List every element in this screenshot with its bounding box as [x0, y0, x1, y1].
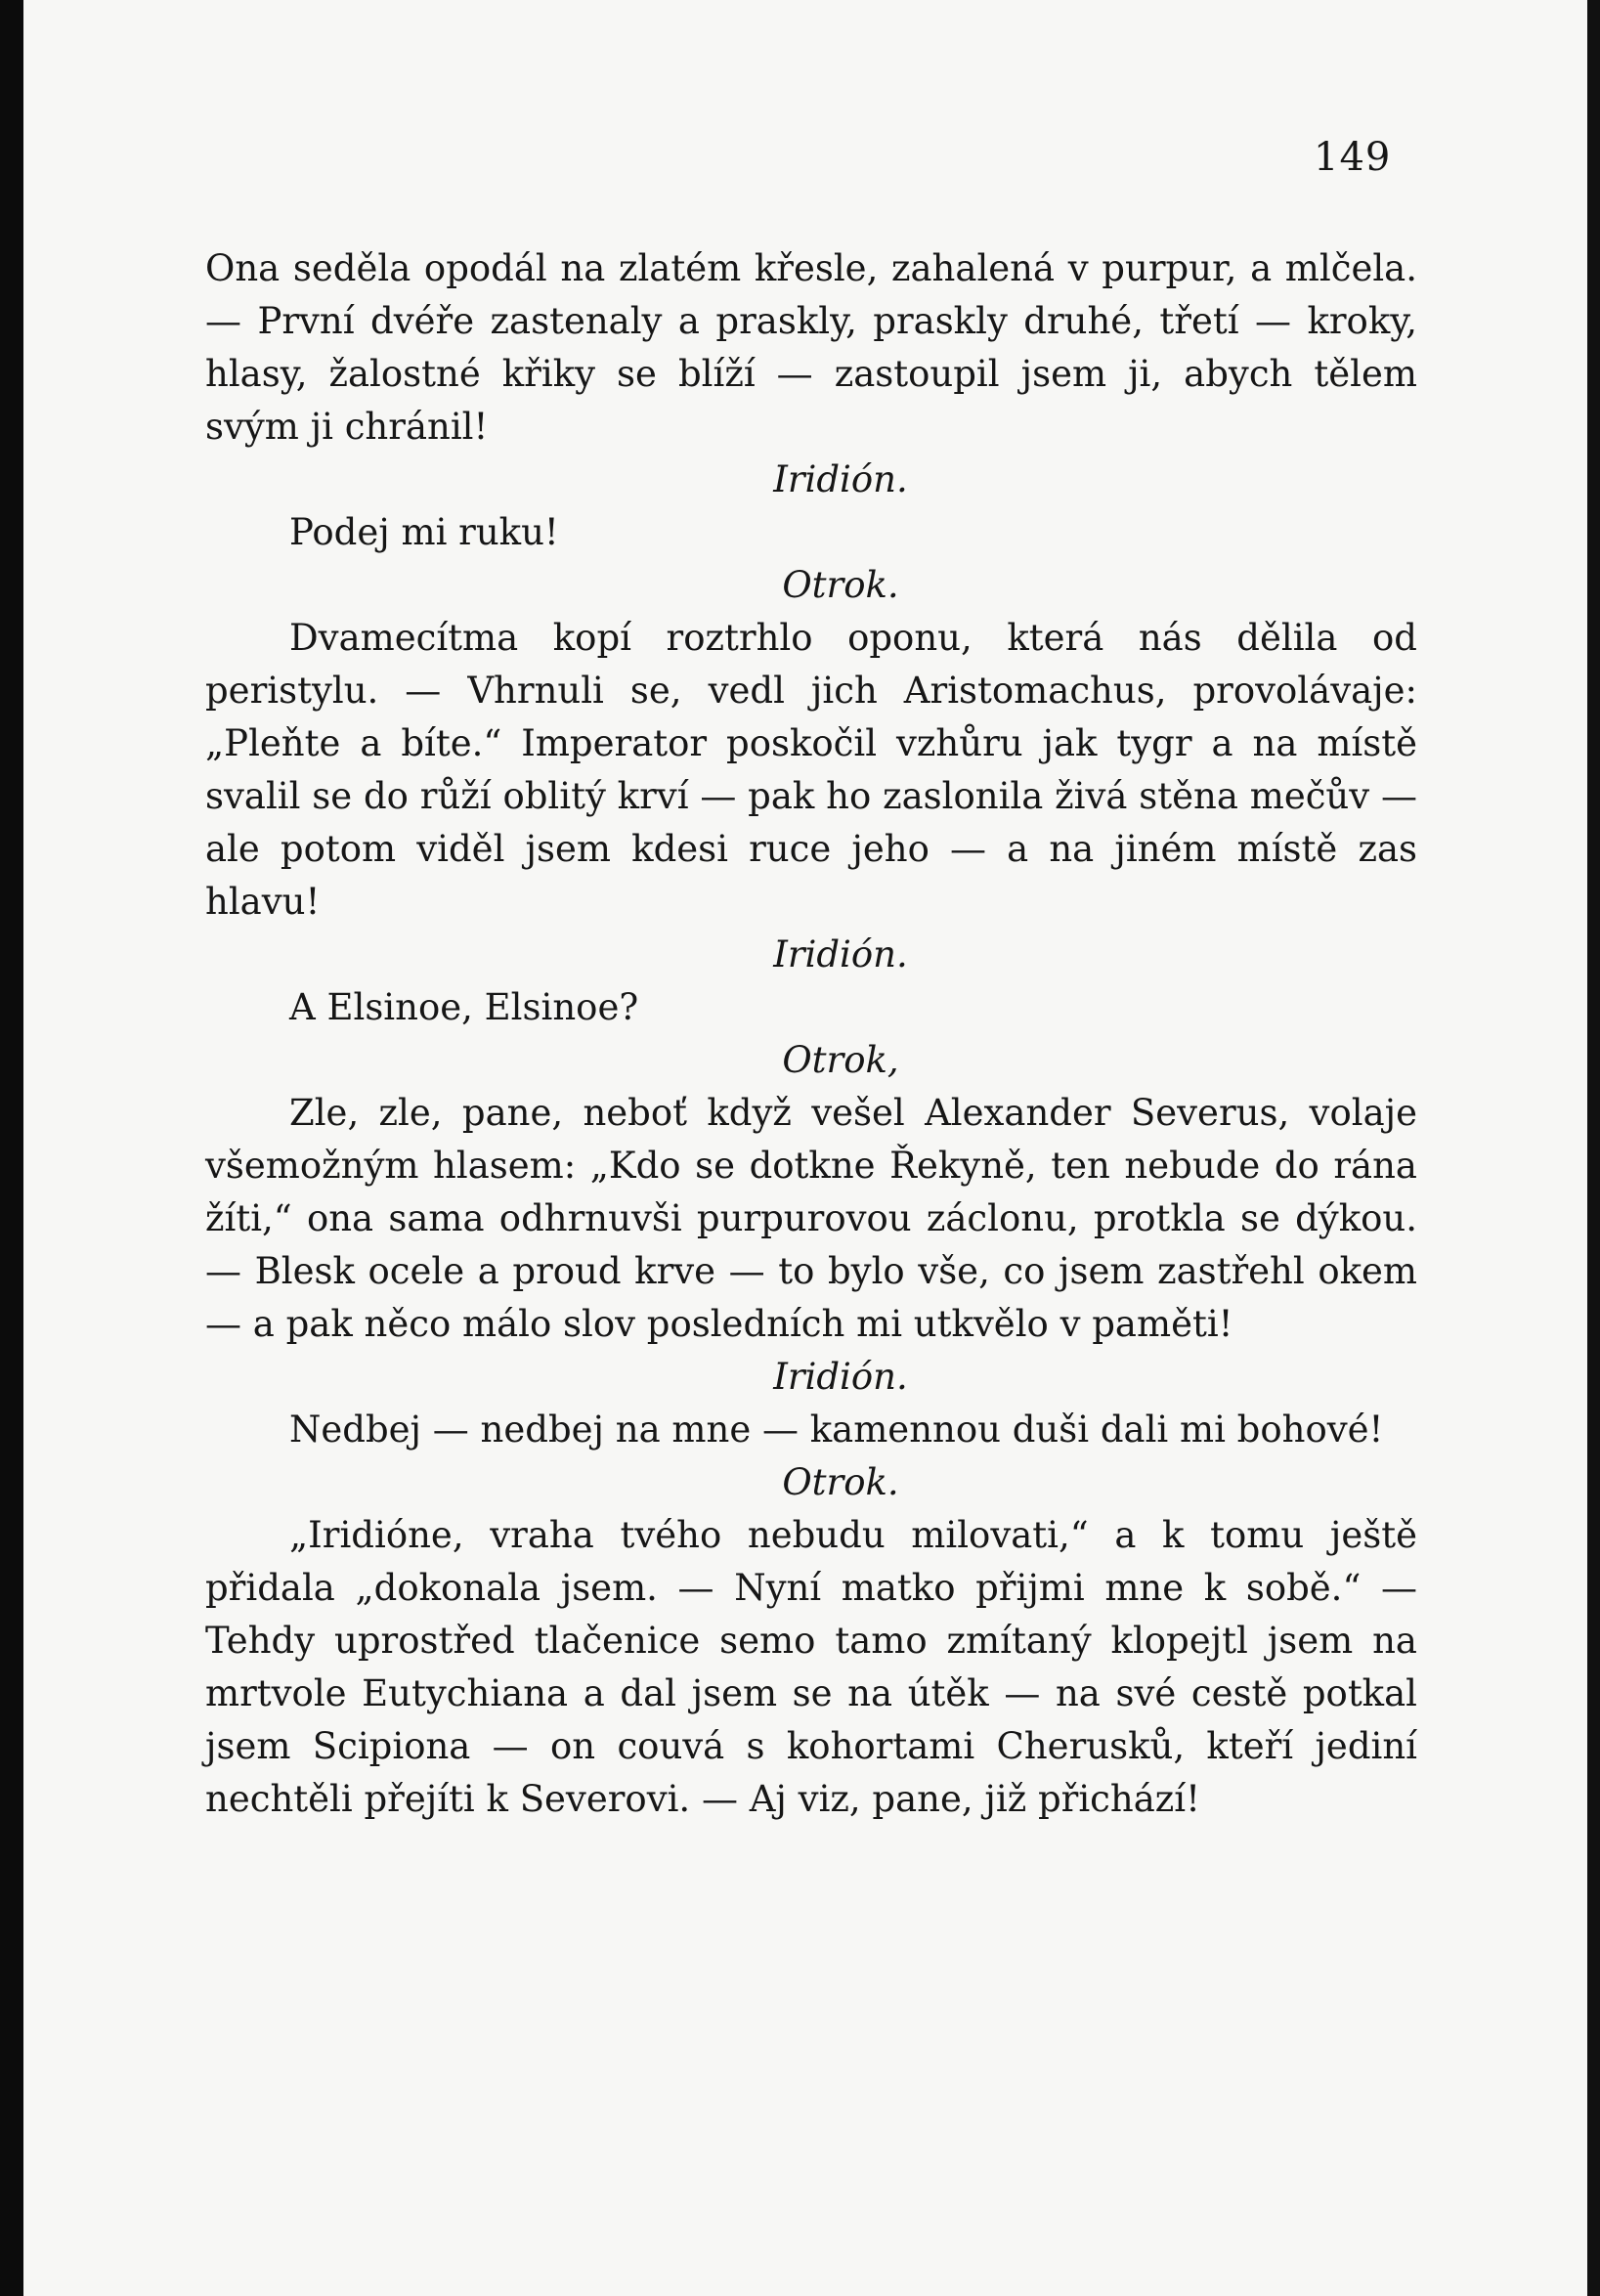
paragraph: Zle, zle, pane, neboť když vešel Alexander Severus, volaje všemožným hlasem: „Kdo se dotkne Řekyně, ten nebude do rána žíti,“ ona sama odhrnuvši purpurovou záclonu, protkla se dýkou. — Blesk ocele a proud krve — to bylo vše, co jsem zastřehl okem — a pak něco málo slov posledních mi utkvělo v paměti!	[205, 1092, 1417, 1345]
speaker-heading: Otrok.	[782, 564, 899, 606]
speaker-heading: Otrok,	[782, 1039, 899, 1081]
paragraph: Nedbej — nedbej na mne — kamennou duši dali mi bohové!	[289, 1408, 1384, 1451]
paragraph: „Iridióne, vraha tvého nebudu milovati,“ a k tomu ještě přidala „dokonala jsem. — Nyní matko přijmi mne k sobě.“ — Tehdy uprostřed tlačenice semo tamo zmítaný klopejtl jsem na mrtvole Eutychiana a dal jsem se na útěk — na své cestě potkal jsem Scipiona — on couvá s kohortami Cherusků, kteří jediní nechtěli přejíti k Severovi. — Aj viz, pane, již přichází!	[205, 1514, 1417, 1820]
scan-border-left	[0, 0, 23, 2296]
speaker-heading: Otrok.	[782, 1461, 899, 1503]
paragraph: Podej mi ruku!	[289, 511, 559, 553]
paragraph: Ona seděla opodál na zlatém křesle, zahalená v purpur, a mlčela. — První dvéře zastenaly a praskly, praskly druhé, třetí — kroky, hlasy, žalostné křiky se blíží — zastoupil jsem ji, abych tělem svým ji chránil!	[205, 247, 1417, 448]
paragraph: Dvamecítma kopí roztrhlo oponu, která nás dělila od peristylu. — Vhrnuli se, vedl jich Aristomachus, provolávaje: „Pleňte a bíte.“ Imperator poskočil vzhůru jak tygr a na místě svalil se do růží oblitý krví — pak ho zaslonila živá stěna mečův — ale potom viděl jsem kdesi ruce jeho — a na jiném místě zas hlavu!	[205, 617, 1417, 923]
page-text	[205, 242, 1417, 1826]
paragraph: A Elsinoe, Elsinoe?	[289, 986, 639, 1028]
speaker-heading: Iridión.	[773, 933, 908, 975]
scan-border-right	[1587, 0, 1600, 2296]
book-page	[23, 0, 1587, 2296]
speaker-heading: Iridión.	[773, 458, 908, 500]
speaker-heading: Iridión.	[773, 1356, 908, 1398]
page-number: 149	[1314, 135, 1392, 180]
